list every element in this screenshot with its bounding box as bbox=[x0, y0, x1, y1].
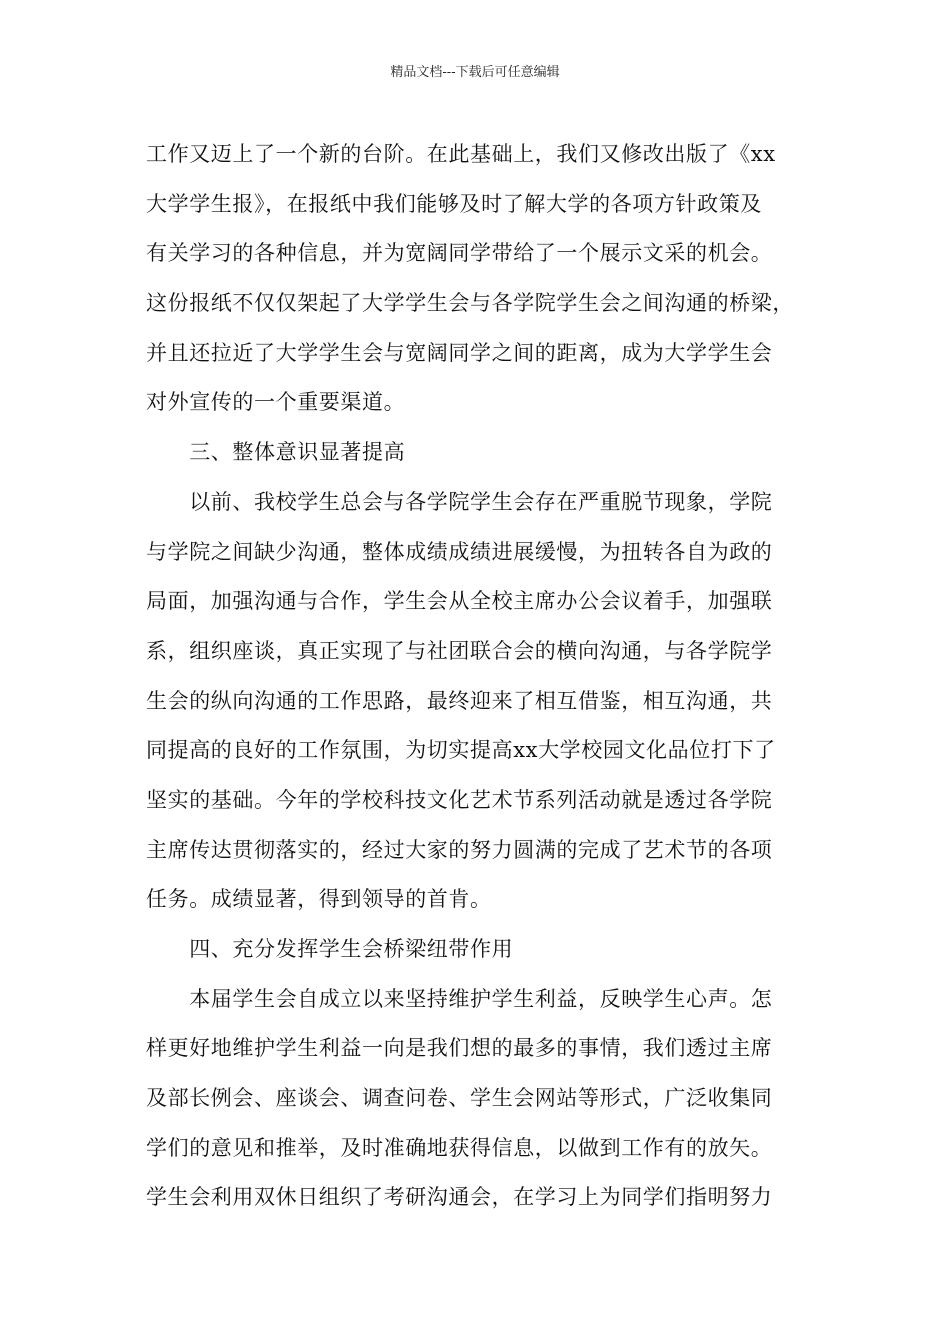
text-line: 系，组织座谈，真正实现了与社团联合会的横向沟通，与各学院学 bbox=[146, 638, 773, 663]
text-line: 局面，加强沟通与合作，学生会从全校主席办公会议着手，加强联 bbox=[146, 589, 773, 614]
text-line: 主席传达贯彻落实的，经过大家的努力圆满的完成了艺术节的各项 bbox=[146, 837, 773, 862]
text-line: 本届学生会自成立以来坚持维护学生利益，反映学生心声。怎 bbox=[146, 986, 773, 1011]
document-body bbox=[146, 130, 806, 1223]
text-line: 样更好地维护学生利益一向是我们想的最多的事情，我们透过主席 bbox=[146, 1036, 773, 1061]
text-line: 坚实的基础。今年的学校科技文化艺术节系列活动就是透过各学院 bbox=[146, 787, 773, 812]
text-line: 及部长例会、座谈会、调查问卷、学生会网站等形式，广泛收集同 bbox=[146, 1086, 773, 1111]
text-line: 工作又迈上了一个新的台阶。在此基础上，我们又修改出版了《xx bbox=[146, 142, 776, 166]
text-line: 对外宣传的一个重要渠道。 bbox=[146, 390, 406, 415]
text-line: 这份报纸不仅仅架起了大学学生会与各学院学生会之间沟通的桥梁， bbox=[146, 291, 794, 316]
text-line: 与学院之间缺少沟通，整体成绩成绩进展缓慢，为扭转各自为政的 bbox=[146, 539, 773, 564]
section-heading-4: 四、充分发挥学生会桥梁纽带作用 bbox=[146, 937, 514, 961]
text-line: 并且还拉近了大学学生会与宽阔同学之间的距离，成为大学学生会 bbox=[146, 340, 773, 365]
text-line: 同提高的良好的工作氛围，为切实提高xx大学校园文化品位打下了 bbox=[146, 738, 776, 763]
text-line: 有关学习的各种信息，并为宽阔同学带给了一个展示文采的机会。 bbox=[146, 241, 773, 266]
text-line: 任务。成绩显著，得到领导的首肯。 bbox=[146, 887, 492, 912]
text-line: 大学学生报》，在报纸中我们能够及时了解大学的各项方针政策及 bbox=[146, 191, 762, 216]
section-heading-3: 三、整体意识显著提高 bbox=[146, 440, 406, 465]
page-header: 精品文档---下载后可任意编辑 bbox=[390, 65, 560, 80]
text-line: 学生会利用双休日组织了考研沟通会，在学习上为同学们指明努力 bbox=[146, 1185, 773, 1210]
text-line: 生会的纵向沟通的工作思路，最终迎来了相互借鉴，相互沟通，共 bbox=[146, 688, 773, 713]
text-line: 学们的意见和推举，及时准确地获得信息，以做到工作有的放矢。 bbox=[146, 1135, 773, 1160]
text-line: 以前、我校学生总会与各学院学生会存在严重脱节现象，学院 bbox=[146, 489, 773, 514]
